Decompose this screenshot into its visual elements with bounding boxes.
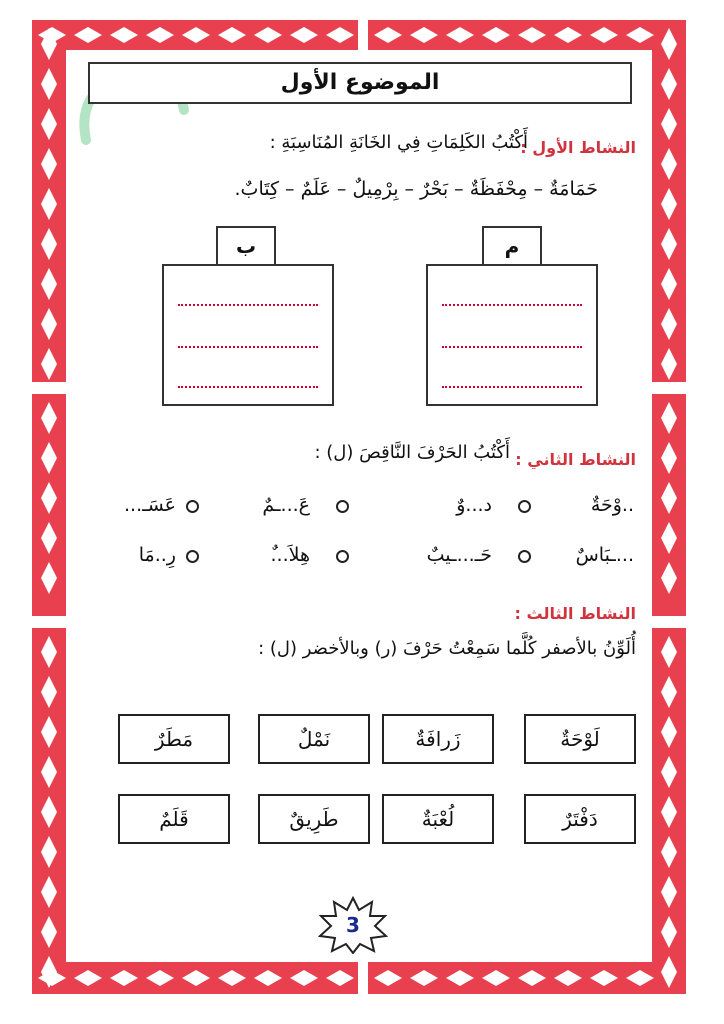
border-diamond xyxy=(41,796,57,828)
border-diamond xyxy=(661,228,677,260)
border-diamond xyxy=(41,636,57,668)
border-diamond xyxy=(326,970,354,986)
bullet-circle xyxy=(518,500,531,513)
color-word-box[interactable]: طَرِيقٌ xyxy=(258,794,370,844)
border-diamond xyxy=(661,348,677,380)
color-word-box[interactable]: زَرافَةٌ xyxy=(382,714,494,764)
bullet-circle xyxy=(518,550,531,563)
missing-letter-word: ...ـبَاسٌ xyxy=(575,544,634,566)
bullet-circle xyxy=(186,550,199,563)
page-title-box xyxy=(88,62,632,104)
border-diamond xyxy=(661,836,677,868)
border-diamond xyxy=(661,956,677,988)
activity3-instruction: أُلَوِّنُ بالأصفر كُلَّما سَمِعْتُ حَرْفَ (ر) وبالأخضر (ل) : xyxy=(258,638,636,659)
border-diamond xyxy=(661,268,677,300)
color-word-box[interactable]: لُعْبَةٌ xyxy=(382,794,494,844)
border-diamond xyxy=(590,970,618,986)
border-diamond xyxy=(290,27,318,43)
border-diamond xyxy=(661,756,677,788)
border-diamond xyxy=(110,970,138,986)
border-diamond xyxy=(41,676,57,708)
border-diamond xyxy=(446,970,474,986)
write-line xyxy=(178,304,318,306)
border-diamond xyxy=(661,636,677,668)
bullet-circle xyxy=(186,500,199,513)
border-diamond xyxy=(661,562,677,594)
color-word-box[interactable]: دَفْتَرٌ xyxy=(524,794,636,844)
border-diamond xyxy=(661,876,677,908)
border-diamond xyxy=(41,308,57,340)
border-diamond xyxy=(446,27,474,43)
border-diamond xyxy=(41,268,57,300)
border-diamond xyxy=(374,27,402,43)
color-word-box[interactable]: نَمْلٌ xyxy=(258,714,370,764)
write-line xyxy=(178,346,318,348)
border-diamond xyxy=(218,970,246,986)
box-letter-meem: م xyxy=(482,226,542,266)
border-diamond xyxy=(41,402,57,434)
page-number: 3 xyxy=(346,913,360,937)
border-diamond xyxy=(661,188,677,220)
missing-letter-word: هِلاَ...ٌ xyxy=(270,544,310,566)
border-diamond xyxy=(41,562,57,594)
border-diamond xyxy=(254,970,282,986)
border-diamond xyxy=(182,970,210,986)
border-diamond xyxy=(661,148,677,180)
bullet-circle xyxy=(336,550,349,563)
sort-box-baa[interactable] xyxy=(162,264,334,406)
border-diamond xyxy=(554,970,582,986)
border-diamond xyxy=(74,27,102,43)
color-word-box[interactable]: لَوْحَةٌ xyxy=(524,714,636,764)
border-diamond xyxy=(41,756,57,788)
write-line xyxy=(442,386,582,388)
border-diamond xyxy=(41,68,57,100)
border-diamond xyxy=(661,308,677,340)
border-diamond xyxy=(41,228,57,260)
border-diamond xyxy=(146,27,174,43)
activity3-label: النشاط الثالث : xyxy=(514,604,636,623)
color-word-box[interactable]: قَلَمٌ xyxy=(118,794,230,844)
border-diamond xyxy=(482,27,510,43)
missing-letter-word: حَـ...ـيبٌ xyxy=(426,544,492,566)
border-diamond xyxy=(410,27,438,43)
border-diamond xyxy=(290,970,318,986)
border-diamond xyxy=(41,482,57,514)
border-diamond xyxy=(374,970,402,986)
border-diamond xyxy=(661,442,677,474)
write-line xyxy=(178,386,318,388)
sort-box-meem[interactable] xyxy=(426,264,598,406)
border-diamond xyxy=(626,970,654,986)
border-diamond xyxy=(661,108,677,140)
border-diamond xyxy=(182,27,210,43)
bullet-circle xyxy=(336,500,349,513)
border-diamond xyxy=(661,402,677,434)
page-number-badge xyxy=(318,896,388,954)
border-diamond xyxy=(74,970,102,986)
write-line xyxy=(442,304,582,306)
activity2-instruction: أَكْتُبُ الحَرْفَ النَّاقِصَ (ل) : xyxy=(314,442,510,463)
border-diamond xyxy=(326,27,354,43)
border-diamond xyxy=(218,27,246,43)
border-diamond xyxy=(661,916,677,948)
border-diamond xyxy=(41,108,57,140)
activity1-words: حَمَامَةٌ – مِحْفَظَةٌ – بَحْرٌ – بِرْمِيلٌ – عَلَمٌ – كِتَابٌ. xyxy=(234,178,598,200)
color-word-box[interactable]: مَطَرٌ xyxy=(118,714,230,764)
border-diamond xyxy=(661,482,677,514)
missing-letter-word: ..وْحَةٌ xyxy=(590,494,634,516)
border-diamond xyxy=(41,442,57,474)
box-letter-baa: ب xyxy=(216,226,276,266)
border-diamond xyxy=(41,522,57,554)
missing-letter-word: رِ..مَا xyxy=(138,544,176,566)
border-diamond xyxy=(41,916,57,948)
border-diamond xyxy=(518,970,546,986)
border-diamond xyxy=(110,27,138,43)
border-diamond xyxy=(661,796,677,828)
border-diamond xyxy=(41,188,57,220)
border-diamond xyxy=(661,716,677,748)
missing-letter-word: عَ...ـمٌ xyxy=(262,494,310,516)
border-diamond xyxy=(518,27,546,43)
missing-letter-word: عَسَـ... xyxy=(124,494,176,516)
border-diamond xyxy=(661,676,677,708)
border-diamond xyxy=(661,68,677,100)
activity1-instruction: أَكْتُبُ الكَلِمَاتِ فِي الخَانَةِ المُنَاسِبَةِ : xyxy=(269,132,528,153)
border-diamond xyxy=(41,836,57,868)
activity1-label: النشاط الأول : xyxy=(520,138,636,157)
border-diamond xyxy=(41,716,57,748)
border-diamond xyxy=(41,148,57,180)
border-diamond xyxy=(410,970,438,986)
missing-letter-word: د...وٌ xyxy=(456,494,492,516)
border-diamond xyxy=(254,27,282,43)
activity2-label: النشاط الثاني : xyxy=(515,450,636,469)
write-line xyxy=(442,346,582,348)
border-diamond xyxy=(482,970,510,986)
border-diamond xyxy=(41,876,57,908)
border-diamond xyxy=(554,27,582,43)
border-diamond xyxy=(661,522,677,554)
border-diamond xyxy=(146,970,174,986)
page-title: الموضوع الأول xyxy=(280,70,440,95)
border-diamond xyxy=(590,27,618,43)
border-diamond xyxy=(41,348,57,380)
border-diamond xyxy=(626,27,654,43)
border-diamond xyxy=(661,28,677,60)
